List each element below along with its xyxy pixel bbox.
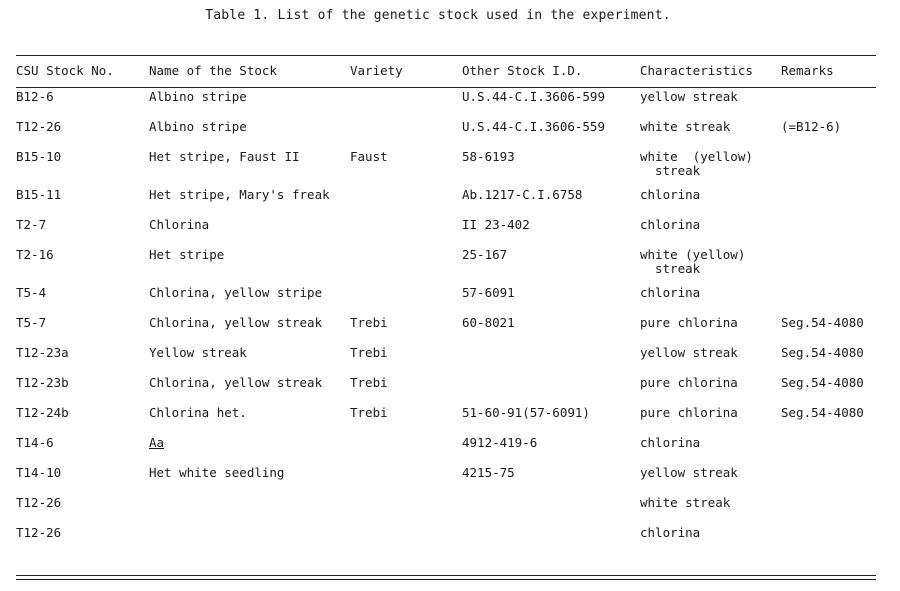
cell-variety: Trebi	[350, 375, 388, 390]
table-row	[16, 244, 876, 282]
cell-remarks	[781, 244, 876, 282]
cell-variety: Faust	[350, 149, 388, 164]
characteristics-line: chlorina	[640, 285, 701, 300]
characteristics-line: white (yellow)	[640, 149, 753, 164]
cell-variety: Trebi	[350, 315, 388, 330]
cell-other-id: U.S.44-C.I.3606-599	[462, 89, 605, 104]
cell-remarks: Seg.54-4080	[781, 345, 864, 360]
cell-variety	[350, 432, 462, 462]
cell-name: Yellow streak	[149, 345, 247, 360]
header-row	[16, 58, 876, 86]
table-row	[16, 282, 876, 312]
cell-characteristics	[640, 402, 781, 432]
cell-other-id	[462, 492, 640, 522]
characteristics-continuation: streak	[655, 163, 701, 178]
column-header-variety: Variety	[350, 63, 403, 78]
cell-characteristics	[640, 282, 781, 312]
cell-csu: T12-23a	[16, 345, 69, 360]
cell-variety	[350, 244, 462, 282]
cell-name: Het stripe, Mary's freak	[149, 187, 330, 202]
characteristics-line: yellow streak	[640, 89, 738, 104]
column-header-characteristics: Characteristics	[640, 63, 753, 78]
characteristics-line: white streak	[640, 495, 731, 510]
table-row	[16, 432, 876, 462]
cell-variety	[350, 492, 462, 522]
characteristics-line: pure chlorina	[640, 375, 738, 390]
cell-remarks: (=B12-6)	[781, 119, 842, 134]
characteristics-line: pure chlorina	[640, 405, 738, 420]
column-header-name: Name of the Stock	[149, 63, 277, 78]
cell-other-id: 60-8021	[462, 315, 515, 330]
cell-variety	[350, 522, 462, 552]
cell-remarks	[781, 214, 876, 244]
cell-variety	[350, 282, 462, 312]
cell-other-id: 4912-419-6	[462, 435, 538, 450]
cell-csu: T12-24b	[16, 405, 69, 420]
cell-name: Het white seedling	[149, 465, 285, 480]
cell-characteristics	[640, 312, 781, 342]
cell-csu: B15-11	[16, 187, 62, 202]
cell-other-id	[462, 342, 640, 372]
cell-characteristics	[640, 214, 781, 244]
cell-name: Het stripe	[149, 247, 225, 262]
cell-remarks	[781, 522, 876, 552]
characteristics-line: chlorina	[640, 525, 701, 540]
cell-csu: T5-4	[16, 285, 47, 300]
table-row	[16, 116, 876, 146]
characteristics-line: chlorina	[640, 217, 701, 232]
characteristics-line: white (yellow)	[640, 247, 746, 262]
cell-other-id: 57-6091	[462, 285, 515, 300]
cell-other-id: II 23-402	[462, 217, 530, 232]
table-row	[16, 146, 876, 184]
cell-name: Albino stripe	[149, 119, 247, 134]
cell-csu: T5-7	[16, 315, 47, 330]
cell-characteristics	[640, 492, 781, 522]
cell-remarks	[781, 184, 876, 214]
characteristics-line: pure chlorina	[640, 315, 738, 330]
cell-name: Chlorina, yellow streak	[149, 315, 323, 330]
column-header-csu-stock-no: CSU Stock No.	[16, 63, 114, 78]
table-row	[16, 86, 876, 116]
cell-characteristics	[640, 116, 781, 146]
bottom-rule-double	[16, 579, 876, 580]
cell-remarks	[781, 492, 876, 522]
table-row	[16, 184, 876, 214]
table-row	[16, 402, 876, 432]
cell-remarks	[781, 462, 876, 492]
cell-remarks: Seg.54-4080	[781, 405, 864, 420]
cell-other-id: Ab.1217-C.I.6758	[462, 187, 583, 202]
cell-characteristics	[640, 184, 781, 214]
cell-name: Het stripe, Faust II	[149, 149, 300, 164]
table-caption: Table 1. List of the genetic stock used in the experiment.	[205, 8, 671, 23]
column-header-remarks: Remarks	[781, 63, 834, 78]
cell-other-id: U.S.44-C.I.3606-559	[462, 119, 605, 134]
cell-csu: T12-23b	[16, 375, 69, 390]
table-row	[16, 214, 876, 244]
cell-remarks	[781, 86, 876, 116]
table-row	[16, 492, 876, 522]
cell-characteristics	[640, 244, 781, 282]
table-row	[16, 312, 876, 342]
cell-variety	[350, 214, 462, 244]
cell-other-id: 4215-75	[462, 465, 515, 480]
cell-variety: Trebi	[350, 405, 388, 420]
cell-characteristics	[640, 462, 781, 492]
characteristics-line: yellow streak	[640, 345, 738, 360]
cell-characteristics	[640, 146, 781, 184]
table-row	[16, 462, 876, 492]
cell-characteristics	[640, 342, 781, 372]
table-row	[16, 372, 876, 402]
cell-remarks: Seg.54-4080	[781, 315, 864, 330]
cell-name	[149, 432, 350, 462]
cell-remarks	[781, 282, 876, 312]
table-row	[16, 522, 876, 552]
cell-variety	[350, 462, 462, 492]
cell-remarks: Seg.54-4080	[781, 375, 864, 390]
cell-csu: T2-7	[16, 217, 47, 232]
column-header-other-id: Other Stock I.D.	[462, 63, 583, 78]
cell-characteristics	[640, 522, 781, 552]
table-row	[16, 342, 876, 372]
characteristics-line: chlorina	[640, 435, 701, 450]
bottom-rule	[16, 575, 876, 576]
cell-csu: T14-10	[16, 465, 62, 480]
characteristics-continuation: streak	[655, 261, 701, 276]
cell-variety	[350, 184, 462, 214]
cell-csu: B15-10	[16, 149, 62, 164]
cell-csu: T12-26	[16, 525, 62, 540]
cell-variety	[350, 86, 462, 116]
cell-characteristics	[640, 372, 781, 402]
cell-other-id: 58-6193	[462, 149, 515, 164]
cell-csu: B12-6	[16, 89, 54, 104]
cell-other-id: 51-60-91(57-6091)	[462, 405, 590, 420]
cell-variety	[350, 116, 462, 146]
characteristics-line: chlorina	[640, 187, 701, 202]
cell-characteristics	[640, 86, 781, 116]
cell-other-id	[462, 522, 640, 552]
genetic-stock-table	[16, 58, 876, 552]
cell-name	[149, 522, 350, 552]
cell-remarks	[781, 146, 876, 184]
cell-name: Chlorina	[149, 217, 210, 232]
underlined-name: Aa	[149, 435, 165, 450]
cell-csu: T12-26	[16, 119, 62, 134]
cell-remarks	[781, 432, 876, 462]
cell-name	[149, 492, 350, 522]
cell-name: Chlorina het.	[149, 405, 247, 420]
cell-name: Chlorina, yellow streak	[149, 375, 323, 390]
cell-name: Chlorina, yellow stripe	[149, 285, 323, 300]
cell-characteristics	[640, 432, 781, 462]
cell-csu: T12-26	[16, 495, 62, 510]
cell-other-id	[462, 372, 640, 402]
cell-csu: T2-16	[16, 247, 54, 262]
characteristics-line: yellow streak	[640, 465, 738, 480]
cell-name: Albino stripe	[149, 89, 247, 104]
cell-variety: Trebi	[350, 345, 388, 360]
cell-other-id: 25-167	[462, 247, 508, 262]
cell-csu: T14-6	[16, 435, 54, 450]
top-rule	[16, 55, 876, 56]
characteristics-line: white streak	[640, 119, 731, 134]
